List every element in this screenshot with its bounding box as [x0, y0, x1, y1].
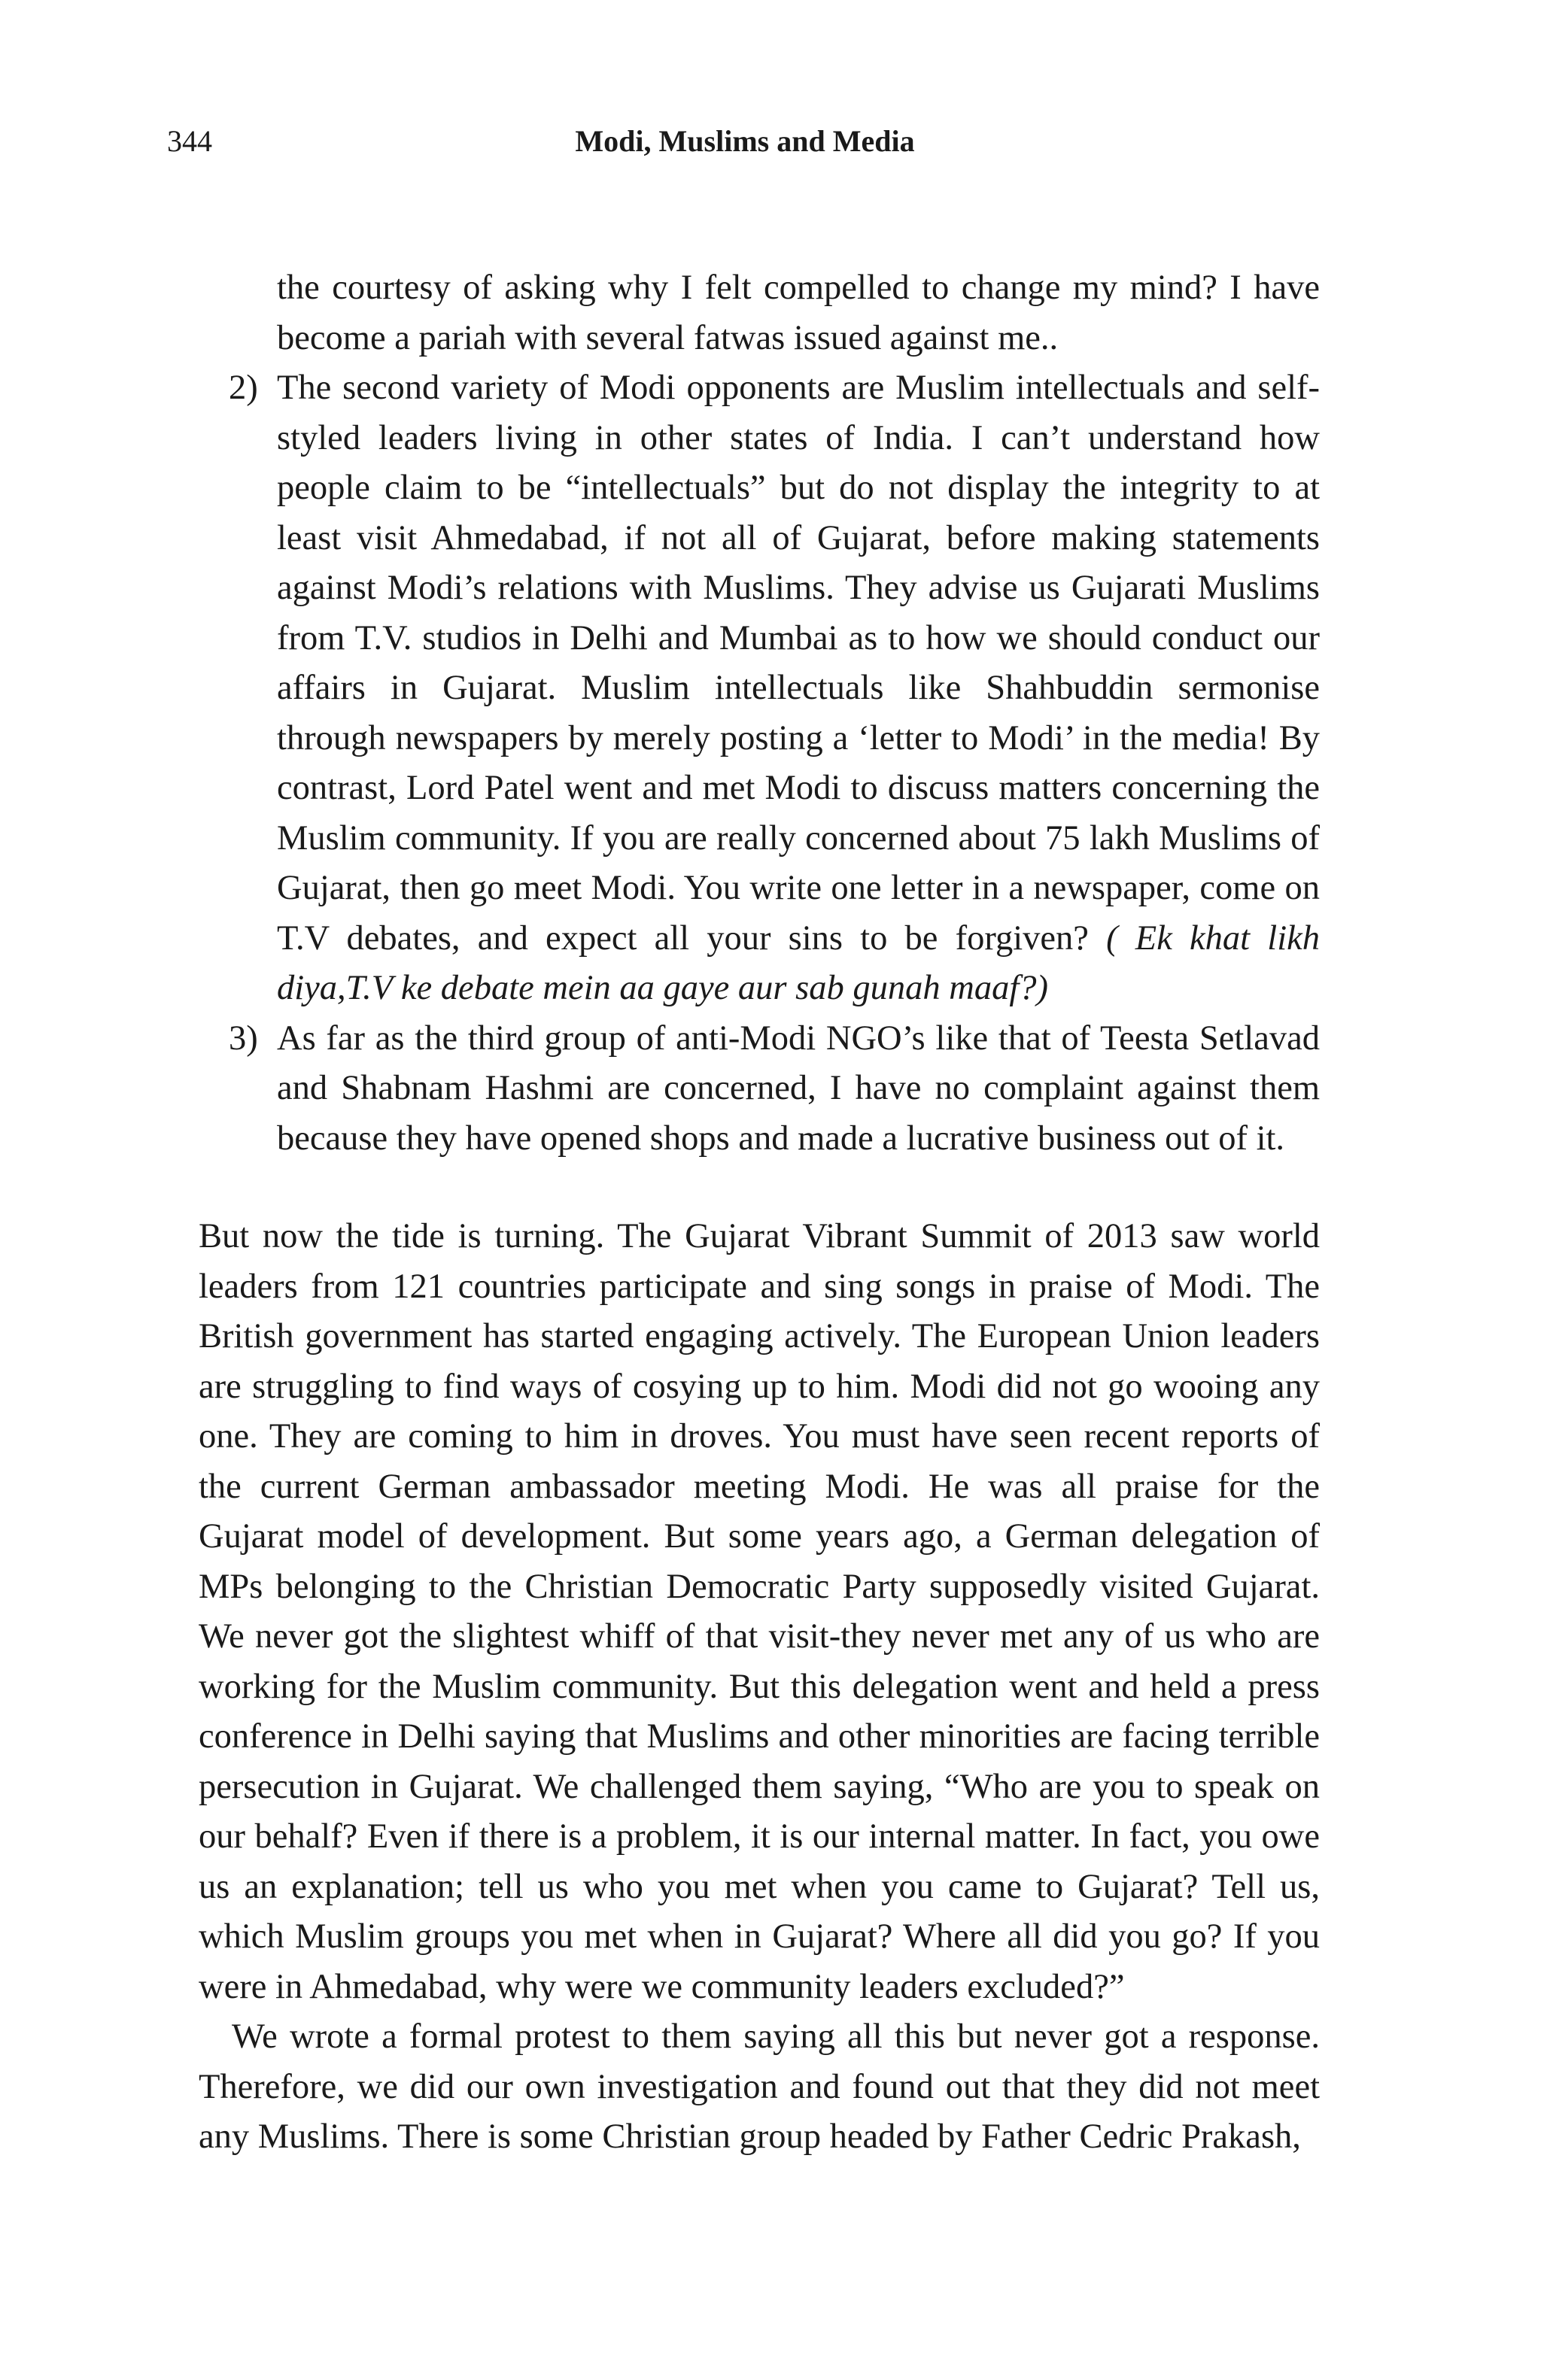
list-item-text: The second variety of Modi opponents are Muslim intellectuals and self-styled leaders living in other states of India. I can’t understand how people claim to be “intellectuals” but do not display the integrity to at least visit Ahmedabad, if not all of Gujarat, before making statements against Modi’s relations with Muslims. They advise us Gujarati Muslims from T.V. studios in Delhi and Mumbai as to how we should conduct our affairs in Gujarat. Muslim intellectuals like Shahbuddin sermonise through newspapers by merely posting a ‘letter to Modi’ in the media! By contrast, Lord Patel went and met Modi to discuss matters concerning the Muslim community. If you are really concerned about 75 lakh Muslims of Gujarat, then go meet Modi. You write one letter in a newspaper, come on T.V debates, and expect all your sins to be forgiven?	[277, 369, 1320, 958]
paragraph: We wrote a formal protest to them saying all this but never got a response. Therefore, we did our own investigation and found out that they did not meet any Muslims. There is some Christian group headed by Father Cedric Prakash,	[199, 2017, 1320, 2156]
list-item	[229, 1014, 1320, 1164]
list-item-text: As far as the third group of anti-Modi NGO’s like that of Teesta Setlavad and Shabnam Hashmi are concerned, I have no complaint against them because they have opened shops and made a lucrative business out of it.	[277, 1018, 1320, 1158]
running-title: Modi, Muslims and Media	[575, 124, 915, 158]
list-item-number: 3)	[229, 1018, 258, 1058]
page-number: 344	[167, 124, 212, 158]
section-gap	[199, 1164, 1320, 1212]
list-item	[229, 363, 1320, 1014]
list-item-number: 2)	[229, 369, 258, 407]
list-continuation: the courtesy of asking why I felt compelled to change my mind? I have become a pariah with several fatwas issued against me..	[277, 269, 1320, 357]
body-text	[199, 263, 1320, 2163]
list-item-italic-quote: ( Ek khat likh diya,T.V ke debate mein aa gaye aur sab gunah maaf?)	[277, 918, 1320, 1007]
paragraph: But now the tide is turning. The Gujarat Vibrant Summit of 2013 saw world leaders from 121 countries participate and sing songs in praise of Modi. The British government has started engaging actively. The European Union leaders are struggling to find ways of cosying up to him. Modi did not go wooing any one. They are coming to him in droves. You must have seen recent reports of the current German ambassador meeting Modi. He was all praise for the Gujarat model of development. But some years ago, a German delegation of MPs belonging to the Christian Democratic Party supposedly visited Gujarat. We never got the slightest whiff of that visit-they never met any of us who are working for the Muslim community. But this delegation went and held a press conference in Delhi saying that Muslims and other minorities are facing terrible persecution in Gujarat. We challenged them saying, “Who are you to speak on our behalf? Even if there is a problem, it is our internal matter. In fact, you owe us an explanation; tell us who you met when you came to Gujarat? Tell us, which Muslim groups you met when in Gujarat? Where all did you go? If you were in Ahmedabad, why were we community leaders excluded?”	[199, 1217, 1320, 2006]
numbered-list	[229, 263, 1320, 1164]
page-header	[167, 120, 1323, 162]
